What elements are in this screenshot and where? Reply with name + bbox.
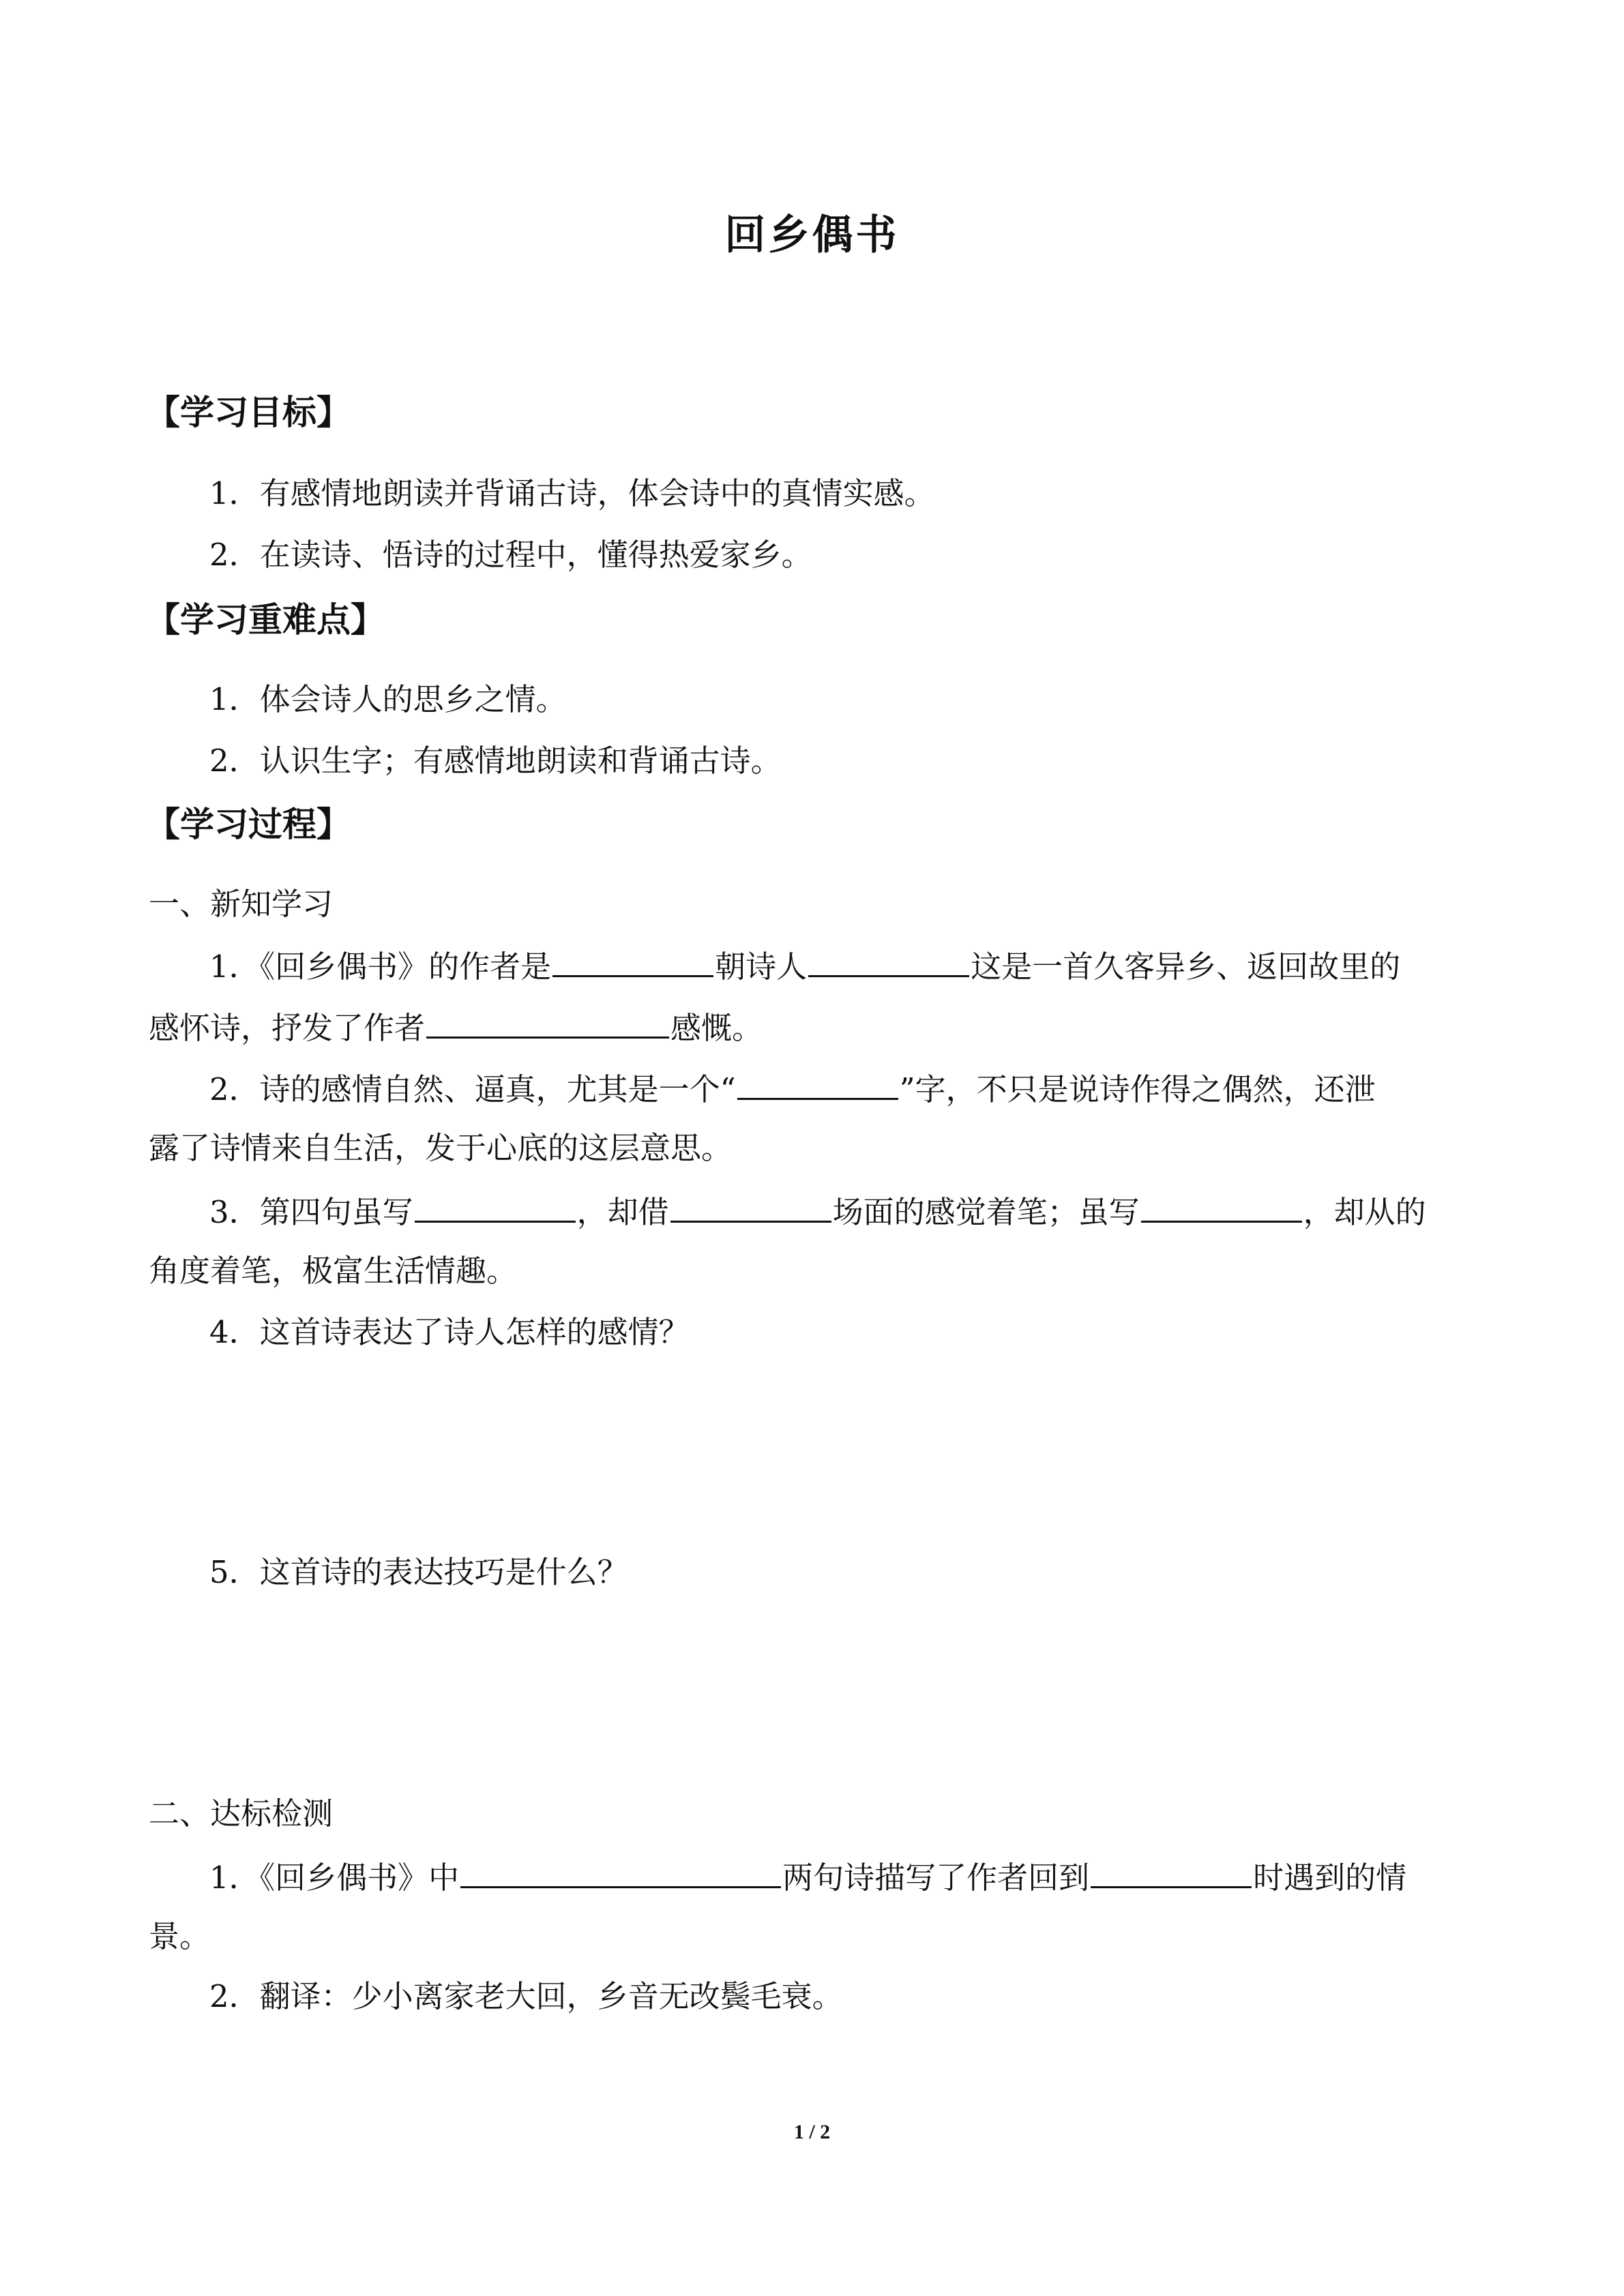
fill-blank[interactable] [460, 1855, 781, 1888]
part1-question-4: 4．这首诗表达了诗人怎样的感情？ [209, 1314, 690, 1350]
part1-question-2-line-1 [209, 1067, 1376, 1110]
document-title: 回乡偶书 [724, 211, 900, 259]
part2-question-1-line-2: 景。 [149, 1918, 211, 1954]
page-number: 1 / 2 [793, 2121, 831, 2143]
question-text: 场面的感觉着笔；虽写 [832, 1194, 1140, 1230]
key-point-item-2: 2．认识生字；有感情地朗读和背诵古诗。 [209, 743, 782, 779]
fill-blank[interactable] [1091, 1855, 1252, 1888]
question-text: 两句诗描写了作者回到 [782, 1860, 1090, 1896]
heading-learning-goals: 【学习目标】 [146, 393, 351, 432]
question-text: 1．《回乡偶书》中 [209, 1860, 460, 1896]
fill-blank[interactable] [737, 1067, 898, 1100]
fill-blank[interactable] [808, 944, 969, 977]
question-text: 时遇到的情 [1253, 1860, 1407, 1896]
fill-blank[interactable] [1141, 1189, 1302, 1223]
fill-blank[interactable] [670, 1189, 831, 1223]
part1-question-5: 5．这首诗的表达技巧是什么？ [209, 1554, 628, 1590]
question-text: 3．第四句虽写 [209, 1194, 413, 1230]
question-text: 这是一首久客异乡、返回故里的 [971, 949, 1401, 985]
part1-question-1-line-1 [209, 944, 1400, 987]
goal-item-2: 2．在读诗、悟诗的过程中，懂得热爱家乡。 [209, 537, 812, 573]
fill-blank[interactable] [552, 944, 713, 977]
key-point-item-1: 1．体会诗人的思乡之情。 [209, 681, 567, 717]
heading-learning-process: 【学习过程】 [146, 805, 351, 844]
question-text: 朝诗人 [715, 949, 808, 985]
question-text: ，却从的 [1303, 1194, 1426, 1230]
question-text: ”字，不只是说诗作得之偶然，还泄 [899, 1071, 1376, 1107]
question-text: 2．诗的感情自然、逼真，尤其是一个“ [209, 1071, 736, 1107]
heading-key-points: 【学习重难点】 [146, 600, 385, 640]
part1-label: 一、新知学习 [149, 886, 334, 922]
part1-question-1-line-2 [149, 1005, 763, 1049]
question-text: ，却借 [576, 1194, 669, 1230]
question-text: 感怀诗，抒发了作者 [149, 1010, 426, 1046]
part1-question-3-line-1 [209, 1189, 1426, 1233]
part2-label: 二、达标检测 [149, 1795, 334, 1832]
part2-question-1-line-1 [209, 1855, 1406, 1898]
question-text: 1．《回乡偶书》的作者是 [209, 949, 552, 985]
goal-item-1: 1．有感情地朗读并背诵古诗，体会诗中的真情实感。 [209, 475, 935, 511]
fill-blank[interactable] [426, 1005, 669, 1039]
part2-question-2: 2．翻译：少小离家老大回，乡音无改鬓毛衰。 [209, 1978, 843, 2014]
question-text: 感慨。 [670, 1010, 763, 1046]
part1-question-2-line-2: 露了诗情来自生活，发于心底的这层意思。 [149, 1130, 733, 1166]
part1-question-3-line-2: 角度着笔，极富生活情趣。 [149, 1253, 518, 1289]
fill-blank[interactable] [415, 1189, 576, 1223]
